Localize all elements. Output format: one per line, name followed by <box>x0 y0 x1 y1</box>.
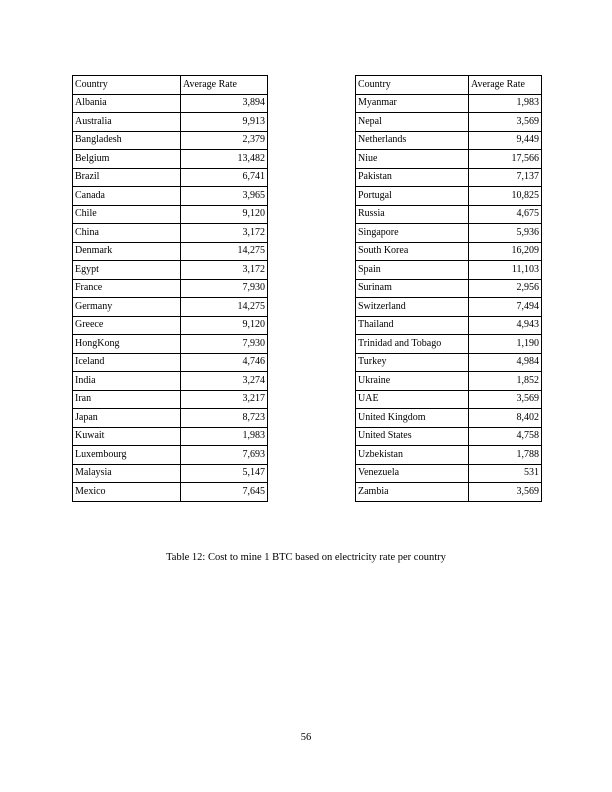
country-cell: Portugal <box>356 187 469 206</box>
country-cell: Myanmar <box>356 94 469 113</box>
table-row <box>356 279 542 298</box>
country-cell: Bangladesh <box>73 131 181 150</box>
country-cell: Niue <box>356 150 469 169</box>
country-cell: China <box>73 224 181 243</box>
average-rate-cell: 1,852 <box>469 372 542 391</box>
average-rate-cell: 4,758 <box>469 427 542 446</box>
country-cell: UAE <box>356 390 469 409</box>
country-cell: Egypt <box>73 261 181 280</box>
country-cell: Netherlands <box>356 131 469 150</box>
rates-table-left <box>72 75 268 502</box>
country-cell: Malaysia <box>73 464 181 483</box>
country-cell: Australia <box>73 113 181 132</box>
table-row <box>356 483 542 502</box>
average-rate-cell: 1,788 <box>469 446 542 465</box>
average-rate-cell: 3,172 <box>181 261 268 280</box>
average-rate-cell: 13,482 <box>181 150 268 169</box>
page-number: 56 <box>300 732 312 743</box>
table-row <box>73 390 268 409</box>
table-row <box>73 279 268 298</box>
country-cell: Greece <box>73 316 181 335</box>
country-cell: Iran <box>73 390 181 409</box>
table-row <box>356 316 542 335</box>
table-row <box>356 131 542 150</box>
table-row <box>73 316 268 335</box>
header-average-rate: Average Rate <box>469 76 542 95</box>
average-rate-cell: 4,984 <box>469 353 542 372</box>
average-rate-cell: 7,930 <box>181 279 268 298</box>
rates-table-right-body <box>356 76 542 502</box>
table-row <box>73 427 268 446</box>
country-cell: Iceland <box>73 353 181 372</box>
country-cell: India <box>73 372 181 391</box>
country-cell: Brazil <box>73 168 181 187</box>
table-row <box>73 150 268 169</box>
average-rate-cell: 7,930 <box>181 335 268 354</box>
header-country: Country <box>356 76 469 95</box>
rates-table-right <box>355 75 542 502</box>
table-row <box>73 372 268 391</box>
country-cell: Ukraine <box>356 372 469 391</box>
table-row <box>356 94 542 113</box>
country-cell: United States <box>356 427 469 446</box>
average-rate-cell: 17,566 <box>469 150 542 169</box>
average-rate-cell: 3,569 <box>469 390 542 409</box>
table-row <box>356 353 542 372</box>
average-rate-cell: 8,402 <box>469 409 542 428</box>
country-cell: France <box>73 279 181 298</box>
country-cell: Mexico <box>73 483 181 502</box>
average-rate-cell: 14,275 <box>181 298 268 317</box>
country-cell: Nepal <box>356 113 469 132</box>
average-rate-cell: 4,675 <box>469 205 542 224</box>
table-row <box>356 242 542 261</box>
average-rate-cell: 1,190 <box>469 335 542 354</box>
table-row <box>73 187 268 206</box>
average-rate-cell: 3,569 <box>469 483 542 502</box>
table-row <box>73 353 268 372</box>
average-rate-cell: 2,956 <box>469 279 542 298</box>
average-rate-cell: 3,965 <box>181 187 268 206</box>
country-cell: Zambia <box>356 483 469 502</box>
average-rate-cell: 7,137 <box>469 168 542 187</box>
country-cell: South Korea <box>356 242 469 261</box>
average-rate-cell: 11,103 <box>469 261 542 280</box>
country-cell: Japan <box>73 409 181 428</box>
table-header-row <box>73 76 268 95</box>
table-row <box>73 464 268 483</box>
country-cell: Switzerland <box>356 298 469 317</box>
average-rate-cell: 3,274 <box>181 372 268 391</box>
header-average-rate: Average Rate <box>181 76 268 95</box>
average-rate-cell: 9,120 <box>181 316 268 335</box>
table-row <box>73 205 268 224</box>
country-cell: Trinidad and Tobago <box>356 335 469 354</box>
table-row <box>73 94 268 113</box>
average-rate-cell: 14,275 <box>181 242 268 261</box>
country-cell: Turkey <box>356 353 469 372</box>
country-cell: Spain <box>356 261 469 280</box>
table-row <box>356 205 542 224</box>
average-rate-cell: 2,379 <box>181 131 268 150</box>
table-row <box>73 446 268 465</box>
table-row <box>356 187 542 206</box>
average-rate-cell: 8,723 <box>181 409 268 428</box>
average-rate-cell: 3,217 <box>181 390 268 409</box>
table-row <box>73 483 268 502</box>
average-rate-cell: 3,569 <box>469 113 542 132</box>
country-cell: Denmark <box>73 242 181 261</box>
average-rate-cell: 531 <box>469 464 542 483</box>
table-caption: Table 12: Cost to mine 1 BTC based on electricity rate per country <box>166 552 446 563</box>
average-rate-cell: 4,943 <box>469 316 542 335</box>
country-cell: Singapore <box>356 224 469 243</box>
average-rate-cell: 1,983 <box>181 427 268 446</box>
table-row <box>356 372 542 391</box>
average-rate-cell: 10,825 <box>469 187 542 206</box>
table-row <box>356 464 542 483</box>
average-rate-cell: 1,983 <box>469 94 542 113</box>
country-cell: Thailand <box>356 316 469 335</box>
table-row <box>73 335 268 354</box>
country-cell: Surinam <box>356 279 469 298</box>
average-rate-cell: 6,741 <box>181 168 268 187</box>
average-rate-cell: 7,645 <box>181 483 268 502</box>
country-cell: Germany <box>73 298 181 317</box>
table-row <box>73 131 268 150</box>
country-cell: Pakistan <box>356 168 469 187</box>
table-row <box>73 224 268 243</box>
table-row <box>73 168 268 187</box>
table-header-row <box>356 76 542 95</box>
table-row <box>356 224 542 243</box>
table-row <box>356 446 542 465</box>
table-row <box>356 427 542 446</box>
average-rate-cell: 9,913 <box>181 113 268 132</box>
table-row <box>73 261 268 280</box>
average-rate-cell: 5,936 <box>469 224 542 243</box>
country-cell: Uzbekistan <box>356 446 469 465</box>
country-cell: Chile <box>73 205 181 224</box>
average-rate-cell: 5,147 <box>181 464 268 483</box>
table-row <box>356 113 542 132</box>
average-rate-cell: 16,209 <box>469 242 542 261</box>
country-cell: Albania <box>73 94 181 113</box>
rates-table-left-body <box>73 76 268 502</box>
average-rate-cell: 4,746 <box>181 353 268 372</box>
table-row <box>73 113 268 132</box>
table-row <box>356 168 542 187</box>
average-rate-cell: 9,120 <box>181 205 268 224</box>
table-row <box>356 150 542 169</box>
table-row <box>356 409 542 428</box>
average-rate-cell: 9,449 <box>469 131 542 150</box>
country-cell: HongKong <box>73 335 181 354</box>
country-cell: Kuwait <box>73 427 181 446</box>
table-row <box>73 242 268 261</box>
table-row <box>356 298 542 317</box>
table-row <box>356 390 542 409</box>
country-cell: Belgium <box>73 150 181 169</box>
country-cell: United Kingdom <box>356 409 469 428</box>
average-rate-cell: 3,172 <box>181 224 268 243</box>
average-rate-cell: 7,494 <box>469 298 542 317</box>
table-row <box>73 298 268 317</box>
table-row <box>73 409 268 428</box>
average-rate-cell: 3,894 <box>181 94 268 113</box>
country-cell: Luxembourg <box>73 446 181 465</box>
country-cell: Canada <box>73 187 181 206</box>
table-row <box>356 261 542 280</box>
table-row <box>356 335 542 354</box>
country-cell: Venezuela <box>356 464 469 483</box>
average-rate-cell: 7,693 <box>181 446 268 465</box>
header-country: Country <box>73 76 181 95</box>
country-cell: Russia <box>356 205 469 224</box>
